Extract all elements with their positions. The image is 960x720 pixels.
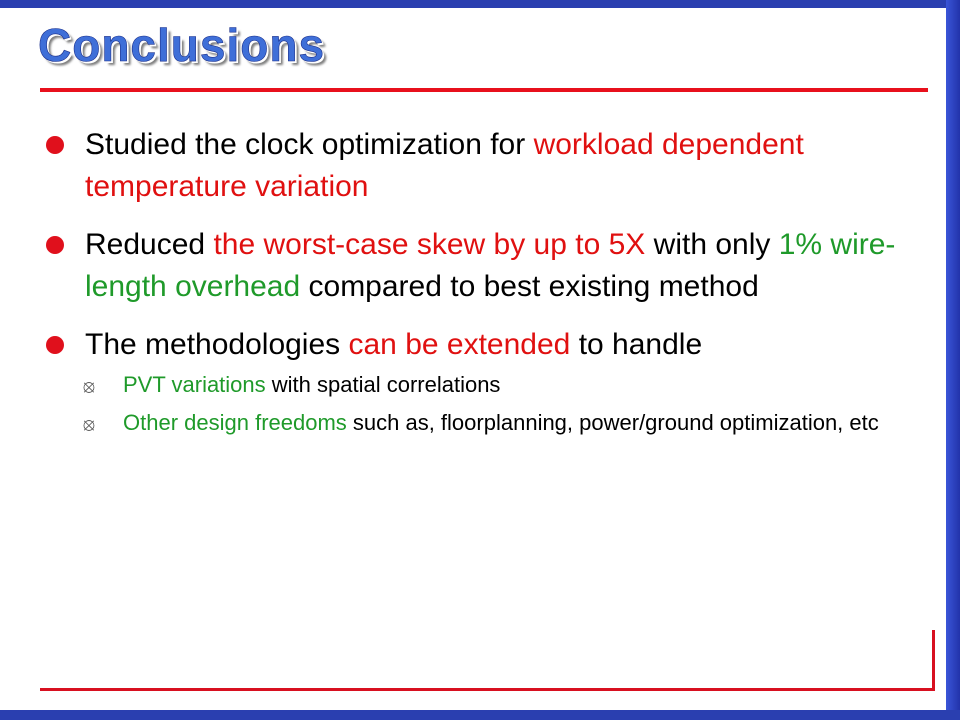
bullet-text-part: with only xyxy=(645,228,779,261)
bottom-rule xyxy=(40,688,935,691)
sub-bullet-item xyxy=(83,372,906,398)
bullet-dot-icon xyxy=(46,236,64,254)
title-underline xyxy=(40,88,928,92)
bottom-corner-rule xyxy=(932,630,935,691)
right-frame-bar xyxy=(946,0,960,720)
bullet-text-highlight: workload dependent temperature variation xyxy=(85,128,804,203)
bullet-text-part: The methodologies xyxy=(85,328,349,361)
slide-title: Conclusions xyxy=(38,19,326,71)
sub-bullet-text-highlight: Other design freedoms xyxy=(123,410,347,435)
sub-bullet-text-part: with spatial correlations xyxy=(265,372,501,397)
circled-cross-icon: ⦻ xyxy=(83,414,95,435)
sub-bullet-item xyxy=(83,410,906,436)
bullet-text-part: to handle xyxy=(570,328,703,361)
bullet-item xyxy=(46,324,906,366)
bullet-text-part: Studied the clock optimization for xyxy=(85,128,534,161)
sub-bullet-text-part: such as, floorplanning, power/ground optimization, etc xyxy=(346,410,879,435)
bullet-text-part: Reduced xyxy=(85,228,214,261)
slide-content xyxy=(46,124,906,448)
bullet-item xyxy=(46,124,906,208)
bottom-frame-bar xyxy=(0,710,960,720)
bullet-text-highlight: 1% wire-length overhead xyxy=(85,228,896,303)
bullet-text-highlight: can be extended xyxy=(348,328,571,361)
sub-bullet-text-highlight: PVT variations xyxy=(123,372,266,397)
top-frame-bar xyxy=(0,0,960,8)
bullet-dot-icon xyxy=(46,136,64,154)
circled-cross-icon: ⦻ xyxy=(83,376,95,397)
bullet-item xyxy=(46,224,906,308)
bullet-text-part: compared to best existing method xyxy=(300,270,759,303)
bullet-text-highlight: the worst-case skew by up to 5X xyxy=(213,228,646,261)
bullet-dot-icon xyxy=(46,336,64,354)
